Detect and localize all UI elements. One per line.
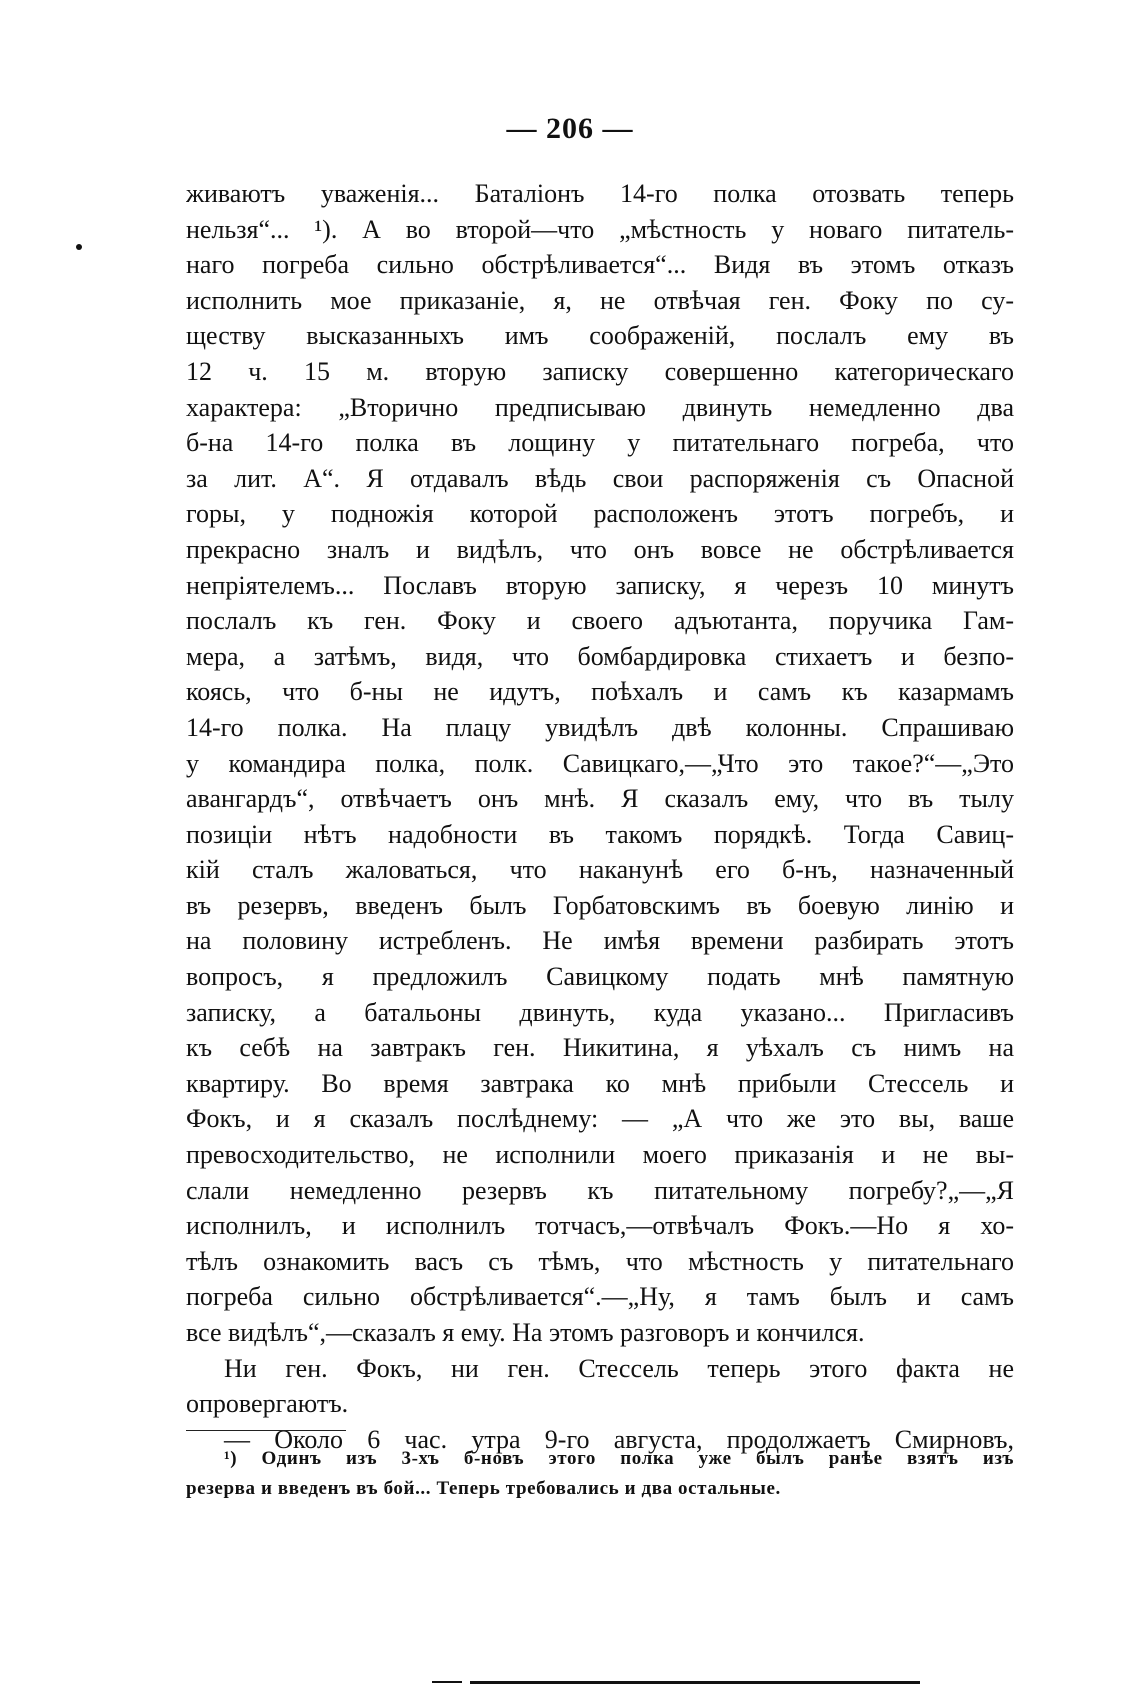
text-line: слали немедленно резервъ къ питательному погребу?„—„Я [186, 1175, 1014, 1205]
text-line: на половину истребленъ. Не имѣя времени разбирать этотъ [186, 926, 1014, 956]
text-line: 12 ч. 15 м. вторую записку совершенно категорическаго [186, 356, 1014, 386]
text-line: исполнилъ, и исполнилъ тотчасъ,—отвѣчалъ Фокъ.—Но я хо- [186, 1211, 1014, 1241]
text-line: мера, а затѣмъ, видя, что бомбардировка стихаетъ и безпо- [186, 641, 1014, 671]
text-line: 14-го полка. На плацу увидѣлъ двѣ колонны. Спрашиваю [186, 712, 1014, 742]
text-line: квартиру. Во время завтрака ко мнѣ прибыли Стессель и [186, 1068, 1014, 1098]
text-line: нельзя“... ¹). А во второй—что „мѣстность у новаго питатель- [186, 214, 1014, 244]
text-line: непріятелемъ... Пославъ вторую записку, я черезъ 10 минутъ [186, 570, 1014, 600]
text-line: въ резервъ, введенъ былъ Горбатовскимъ въ боевую линію и [186, 890, 1014, 920]
footnotes [186, 1444, 1014, 1504]
text-line: позиціи нѣтъ надобности въ такомъ порядкѣ. Тогда Савиц- [186, 819, 1014, 849]
text-line: ществу высказанныхъ имъ соображеній, послалъ ему въ [186, 321, 1014, 351]
footnote-line: ¹) Одинъ изъ 3-хъ б-новъ этого полка уже былъ ранѣе взятъ изъ [224, 1448, 1014, 1469]
text-line: Ни ген. Фокъ, ни ген. Стессель теперь этого факта не [224, 1353, 1014, 1383]
text-line: характера: „Вторично предписываю двинуть немедленно два [186, 392, 1014, 422]
text-line: Фокъ, и я сказалъ послѣднему: — „А что же это вы, ваше [186, 1104, 1014, 1134]
text-line: за лит. А“. Я отдавалъ вѣдь свои распоряженія съ Опасной [186, 463, 1014, 493]
text-line: — Около 6 час. утра 9-го августа, продолжаетъ Смирновъ, [224, 1424, 1014, 1454]
text-line: живаютъ уваженія... Баталіонъ 14-го полка отозвать теперь [186, 179, 1014, 208]
text-line: кій сталъ жаловаться, что наканунѣ его б-нъ, назначенный [186, 855, 1014, 885]
footnote-line: резерва и введенъ въ бой... Теперь требовались и два остальные. [186, 1478, 781, 1499]
text-line: исполнить мое приказаніе, я, не отвѣчая ген. Фоку по су- [186, 285, 1014, 315]
text-line: опровергаютъ. [186, 1389, 349, 1419]
page-number: — 206 — [506, 112, 634, 145]
text-line: авангардъ“, отвѣчаетъ онъ мнѣ. Я сказалъ ему, что въ тылу [186, 784, 1014, 814]
text-line: вопросъ, я предложилъ Савицкому подать мнѣ памятную [186, 962, 1014, 992]
text-line: погреба сильно обстрѣливается“.—„Ну, я тамъ былъ и самъ [186, 1282, 1014, 1312]
text-line: превосходительство, не исполнили моего приказанія и не вы- [186, 1140, 1014, 1170]
footnote-divider [186, 1430, 346, 1431]
text-line: тѣлъ ознакомить васъ съ тѣмъ, что мѣстность у питательнаго [186, 1246, 1014, 1276]
bottom-edge-line [470, 1681, 920, 1684]
text-line: къ себѣ на завтракъ ген. Никитина, я уѣхалъ съ нимъ на [186, 1033, 1014, 1063]
text-line: коясь, что б-ны не идутъ, поѣхалъ и самъ къ казармамъ [186, 677, 1014, 707]
bottom-edge-mark [432, 1681, 462, 1683]
text-line: послалъ къ ген. Фоку и своего адъютанта, поручика Гам- [186, 606, 1014, 636]
text-line: горы, у подножія которой расположенъ этотъ погребъ, и [186, 499, 1014, 529]
margin-dot [76, 244, 82, 250]
text-line: б-на 14-го полка въ лощину у питательнаго погреба, что [186, 428, 1014, 458]
text-line: все видѣлъ“,—сказалъ я ему. На этомъ разговоръ и кончился. [186, 1318, 865, 1347]
text-line: записку, а батальоны двинуть, куда указано... Пригласивъ [186, 997, 1014, 1027]
text-line: у командира полка, полк. Савицкаго,—„Что это такое?“—„Это [186, 748, 1014, 778]
body-text [186, 176, 1014, 1457]
text-line: наго погреба сильно обстрѣливается“... Видя въ этомъ отказъ [186, 250, 1014, 280]
text-line: прекрасно зналъ и видѣлъ, что онъ вовсе не обстрѣливается [186, 534, 1014, 564]
